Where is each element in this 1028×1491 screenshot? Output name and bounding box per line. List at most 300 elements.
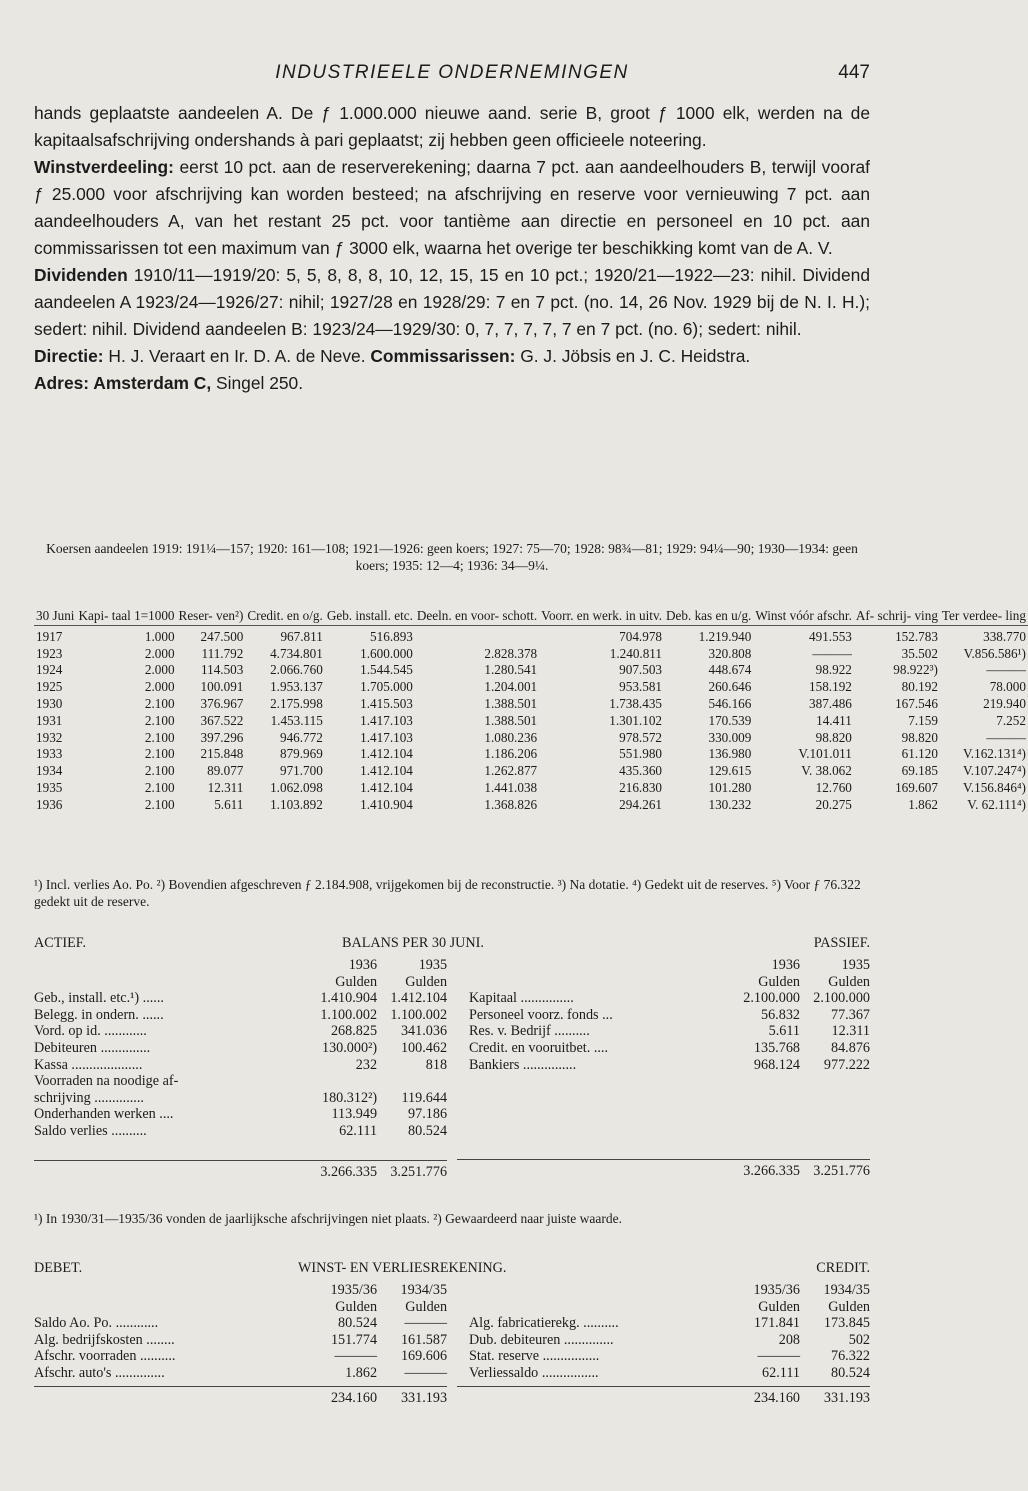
ledger-value: 1.410.904 bbox=[320, 990, 378, 1007]
text-directie: H. J. Veraart en Ir. D. A. de Neve. bbox=[103, 346, 371, 366]
passief-total-row bbox=[457, 1159, 870, 1180]
paragraph-directie bbox=[34, 343, 870, 370]
ledger-value: 2.100.000 bbox=[813, 990, 870, 1007]
col-unit-2: Gulden bbox=[828, 1298, 870, 1315]
ledger-value: 80.524 bbox=[408, 1122, 448, 1139]
table-cell: 1.600.000 bbox=[360, 645, 413, 661]
table-cell: 2.000 bbox=[144, 645, 175, 661]
ledger-label: Voorraden na noodige af- bbox=[34, 1073, 179, 1090]
table-cell: 1.412.104 bbox=[360, 746, 413, 762]
table-cell: 167.546 bbox=[895, 695, 938, 711]
table-header-cell: Kapi- taal 1=1000 bbox=[76, 608, 176, 625]
table-cell: 367.522 bbox=[200, 712, 244, 728]
label-directie: Directie: bbox=[34, 346, 104, 366]
actief-title: ACTIEF. bbox=[34, 935, 87, 951]
table-cell: 1931 bbox=[36, 712, 63, 728]
table-cell: V.101.011 bbox=[798, 746, 852, 762]
table-cell: 100.091 bbox=[200, 679, 244, 695]
col-year-1: 1936 bbox=[348, 957, 378, 973]
table-cell: 387.486 bbox=[809, 695, 852, 711]
table-cell: 1934 bbox=[36, 763, 63, 779]
balance-header bbox=[34, 935, 870, 957]
col-year-2: 1934/35 bbox=[823, 1282, 870, 1298]
table-cell: 170.539 bbox=[708, 712, 752, 728]
ledger-value: 2.100.000 bbox=[743, 990, 800, 1007]
debet-title: DEBET. bbox=[34, 1260, 83, 1276]
col-unit-2: Gulden bbox=[828, 973, 870, 990]
table-cell: 1925 bbox=[36, 679, 63, 695]
column-year-row bbox=[34, 1282, 447, 1299]
text-commissarissen: G. J. Jöbsis en J. C. Heidstra. bbox=[515, 346, 751, 366]
column-unit-row bbox=[457, 974, 870, 991]
table-cell: 320.808 bbox=[708, 645, 752, 661]
table-cell: 7.159 bbox=[908, 712, 938, 728]
table-cell: 1.953.137 bbox=[270, 679, 323, 695]
ledger-value: ——— bbox=[404, 1364, 448, 1381]
table-cell: 2.100 bbox=[144, 729, 175, 745]
table-cell: 247.500 bbox=[200, 628, 244, 644]
table-row bbox=[34, 797, 1028, 814]
label-dividenden: Dividenden bbox=[34, 265, 128, 285]
ledger-value: 100.462 bbox=[400, 1039, 448, 1056]
ledger-value: 77.367 bbox=[830, 1006, 870, 1023]
table-cell: 1.000 bbox=[144, 628, 175, 644]
table-cell: 158.192 bbox=[809, 679, 852, 695]
column-year-row bbox=[457, 1282, 870, 1299]
table-cell: 2.828.378 bbox=[484, 645, 538, 661]
ledger-label: Belegg. in ondern. ...... bbox=[34, 1006, 164, 1023]
table-row bbox=[34, 625, 1028, 645]
table-header-cell: Geb. install. etc. bbox=[325, 608, 415, 625]
ledger-value: ——— bbox=[404, 1315, 448, 1332]
company-description bbox=[34, 100, 870, 397]
table-cell: 219.940 bbox=[983, 695, 1026, 711]
ledger-value: 12.311 bbox=[831, 1023, 870, 1040]
credit-total-2: 331.193 bbox=[823, 1389, 870, 1406]
table-cell bbox=[415, 625, 539, 645]
ledger-row bbox=[34, 1365, 447, 1382]
table-cell: 376.967 bbox=[200, 695, 244, 711]
table-cell: 98.820 bbox=[901, 729, 938, 745]
ledger-row bbox=[34, 1106, 447, 1123]
table-cell: 1.453.115 bbox=[270, 712, 323, 728]
table-cell: ——— bbox=[812, 645, 852, 661]
table-row bbox=[34, 696, 1028, 713]
table-cell: 1932 bbox=[36, 729, 63, 745]
table-cell: 1.412.104 bbox=[360, 763, 413, 779]
table-cell: 2.100 bbox=[144, 712, 175, 728]
column-year-row bbox=[34, 957, 447, 974]
col-year-2: 1935 bbox=[841, 957, 870, 973]
passief-rows bbox=[457, 990, 870, 1073]
ledger-label: schrijving .............. bbox=[34, 1089, 144, 1106]
text-adres: Singel 250. bbox=[211, 373, 304, 393]
table-cell: 546.166 bbox=[708, 695, 752, 711]
table-cell: 1.103.892 bbox=[270, 796, 323, 812]
table-cell: 69.185 bbox=[901, 763, 938, 779]
table-cell: 551.980 bbox=[619, 746, 662, 762]
table-header-cell: Af- schrij- ving bbox=[854, 608, 940, 625]
ledger-row bbox=[34, 990, 447, 1007]
ledger-row bbox=[34, 1332, 447, 1349]
ledger-label: Personeel voorz. fonds ... bbox=[468, 1006, 613, 1023]
ledger-label: Verliessaldo ................ bbox=[468, 1364, 599, 1381]
label-commissarissen: Commissarissen: bbox=[370, 346, 516, 366]
ledger-value: 76.322 bbox=[830, 1348, 870, 1365]
ledger-row bbox=[34, 1090, 447, 1107]
ledger-value: 62.111 bbox=[339, 1122, 378, 1139]
ledger-value: 97.186 bbox=[408, 1106, 448, 1123]
table-cell: ——— bbox=[986, 729, 1026, 745]
table-cell: 98.922 bbox=[815, 662, 852, 678]
column-year-row bbox=[457, 957, 870, 974]
ledger-label: Alg. bedrijfskosten ........ bbox=[34, 1331, 175, 1348]
table-cell: 1.412.104 bbox=[360, 779, 413, 795]
ledger-label: Res. v. Bedrijf .......... bbox=[468, 1023, 590, 1040]
ledger-row bbox=[34, 1040, 447, 1057]
ledger-label: Dub. debiteuren .............. bbox=[468, 1331, 614, 1348]
table-row bbox=[34, 780, 1028, 797]
ledger-label: Vord. op id. ............ bbox=[34, 1023, 147, 1040]
ledger-row bbox=[34, 1123, 447, 1140]
table-cell: 1.388.501 bbox=[484, 712, 538, 728]
ledger-value bbox=[377, 1073, 447, 1090]
ledger-value: ——— bbox=[757, 1348, 800, 1365]
table-header-cell: Deb. kas en u/g. bbox=[664, 608, 753, 625]
debet-total-1: 234.160 bbox=[330, 1389, 378, 1406]
table-cell: 215.848 bbox=[200, 746, 244, 762]
ledger-label: Kapitaal ............... bbox=[468, 990, 574, 1007]
table-cell: 2.100 bbox=[144, 779, 175, 795]
table-cell: 2.100 bbox=[144, 796, 175, 812]
paragraph-winstverdeeling bbox=[34, 154, 870, 262]
table-cell: 1.738.435 bbox=[609, 695, 662, 711]
ledger-row bbox=[34, 1073, 447, 1090]
ledger-value: 5.611 bbox=[768, 1023, 800, 1040]
column-unit-row bbox=[34, 974, 447, 991]
table-cell: 2.066.760 bbox=[270, 662, 323, 678]
text-winstverdeeling: eerst 10 pct. aan de reserverekening; daarna 7 pct. aan aandeelhouders B, terwijl vooraf ƒ 25.000 voor afschrijving kan worden besteed; na afschrijving en reserve voor vernieuwing 7 pct. aan aandeelhouders A, van het restant 25 pct. voor tantième aan directie en personeel en 10 pct. aan commissarissen tot een maximum van ƒ 3000 elk, waarna het overige ter beschikking komt van de A. V. bbox=[34, 157, 870, 258]
table-cell: 5.611 bbox=[214, 796, 244, 812]
table-cell: 1.080.236 bbox=[484, 729, 538, 745]
table-cell: 1.262.877 bbox=[484, 763, 538, 779]
col-year-2: 1935 bbox=[418, 957, 448, 973]
table-header-cell: Deeln. en voor- schott. bbox=[415, 608, 539, 625]
table-cell: 704.978 bbox=[619, 628, 662, 644]
credit-side bbox=[457, 1282, 870, 1406]
table-cell: 2.100 bbox=[144, 746, 175, 762]
ledger-label: Stat. reserve ................ bbox=[468, 1348, 600, 1365]
ledger-label: Debiteuren .............. bbox=[34, 1039, 151, 1056]
col-year-1: 1935/36 bbox=[753, 1282, 800, 1298]
table-cell: 907.503 bbox=[619, 662, 662, 678]
ledger-value: 169.606 bbox=[400, 1348, 448, 1365]
share-prices: Koersen aandeelen 1919: 191¼—157; 1920: 161—108; 1921—1926: geen koers; 1927: 75—70; 1928: 98¾—81; 1929: 94¼—90; 1930—1934: geen koers; 1935: 12—4; 1936: 34—9¼. bbox=[46, 541, 858, 573]
table-row bbox=[34, 746, 1028, 763]
ledger-row bbox=[457, 1007, 870, 1024]
text-dividenden: 1910/11—1919/20: 5, 5, 8, 8, 8, 10, 12, 15, 15 en 10 pct.; 1920/21—1922—23: nihil. Dividend aandeelen A 1923/24—1926/27: nihil; 1927/28 en 1928/29: 7 en 7 pct. (no. 14, 26 Nov. 1929 bij de N. I. H.); sedert: nihil. Dividend aandeelen B: 1923/24—1929/30: 0, 7, 7, 7, 7, 7 en 7 pct. (no. 6); sedert: nihil. bbox=[34, 265, 870, 339]
running-header bbox=[34, 62, 870, 88]
ledger-label: Credit. en vooruitbet. .... bbox=[468, 1039, 609, 1056]
ledger-value: 113.949 bbox=[331, 1106, 378, 1123]
table-cell: V.856.586¹) bbox=[963, 645, 1026, 661]
balance-title: BALANS PER 30 JUNI. bbox=[342, 935, 484, 951]
column-unit-row bbox=[34, 1299, 447, 1316]
table-cell: V.107.247⁴) bbox=[962, 763, 1026, 779]
table-header-cell: Ter verdee- ling bbox=[940, 608, 1028, 625]
ledger-row bbox=[34, 1023, 447, 1040]
footnotes-table: ¹) Incl. verlies Ao. Po. ²) Bovendien afgeschreven ƒ 2.184.908, vrijgekomen bij de reconstructie. ³) Na dotatie. ⁴) Gedekt uit de reserves. ⁵) Voor ƒ 76.322 gedekt uit de reserve. bbox=[34, 877, 861, 909]
credit-title: CREDIT. bbox=[816, 1260, 870, 1276]
financial-table bbox=[34, 608, 1028, 814]
table-cell: 330.009 bbox=[708, 729, 752, 745]
table-cell: 448.674 bbox=[708, 662, 752, 678]
col-unit-1: Gulden bbox=[758, 973, 800, 990]
ledger-label: Onderhanden werken .... bbox=[34, 1106, 174, 1123]
table-cell: 152.783 bbox=[895, 628, 938, 644]
ledger-value: 502 bbox=[848, 1331, 870, 1348]
table-cell: 1.417.103 bbox=[360, 712, 413, 728]
credit-total-1: 234.160 bbox=[753, 1389, 800, 1406]
table-cell: ——— bbox=[986, 662, 1026, 678]
table-cell: 1.388.501 bbox=[484, 695, 538, 711]
ledger-value: 1.862 bbox=[345, 1364, 378, 1381]
table-cell: 1.240.811 bbox=[609, 645, 662, 661]
table-cell: 20.275 bbox=[815, 796, 852, 812]
table-cell: 35.502 bbox=[901, 645, 938, 661]
table-cell: 397.296 bbox=[200, 729, 244, 745]
col-year-2: 1934/35 bbox=[400, 1282, 448, 1298]
table-cell: 61.120 bbox=[901, 746, 938, 762]
ledger-label: Afschr. voorraden .......... bbox=[34, 1348, 176, 1365]
actief-rows bbox=[34, 990, 447, 1139]
table-cell: V. 62.111⁴) bbox=[967, 796, 1026, 812]
table-cell: 294.261 bbox=[619, 796, 662, 812]
table-row bbox=[34, 679, 1028, 696]
table-header-cell: Credit. en o/g. bbox=[245, 608, 324, 625]
ledger-value bbox=[297, 1073, 377, 1090]
table-cell: 12.760 bbox=[815, 779, 852, 795]
table-cell: 978.572 bbox=[619, 729, 662, 745]
ledger-row bbox=[34, 1348, 447, 1365]
table-cell: 1930 bbox=[36, 695, 63, 711]
ledger-row bbox=[457, 1023, 870, 1040]
table-cell: 1923 bbox=[36, 645, 63, 661]
ledger-value: ——— bbox=[334, 1348, 378, 1365]
ledger-value: 268.825 bbox=[330, 1023, 378, 1040]
table-cell: 7.252 bbox=[996, 712, 1026, 728]
table-cell: 1.219.940 bbox=[698, 628, 752, 644]
section-title: INDUSTRIEELE ONDERNEMINGEN bbox=[275, 62, 629, 83]
ledger-value: 208 bbox=[778, 1331, 800, 1348]
paragraph-dividenden bbox=[34, 262, 870, 343]
table-header-cell: Voorr. en werk. in uitv. bbox=[539, 608, 664, 625]
table-cell: 1917 bbox=[36, 628, 63, 644]
table-cell: 111.792 bbox=[201, 645, 244, 661]
table-cell: 971.700 bbox=[279, 763, 323, 779]
ledger-value: 80.524 bbox=[338, 1315, 378, 1332]
col-unit-1: Gulden bbox=[758, 1298, 800, 1315]
table-row bbox=[34, 713, 1028, 730]
ledger-row bbox=[457, 1315, 870, 1332]
passief-total-2: 3.251.776 bbox=[813, 1163, 870, 1180]
balance-sheet bbox=[34, 935, 870, 1180]
table-cell: 12.311 bbox=[207, 779, 244, 795]
table-cell: 338.770 bbox=[983, 628, 1026, 644]
col-unit-1: Gulden bbox=[335, 973, 378, 990]
ledger-value: 180.312²) bbox=[321, 1089, 378, 1106]
table-cell: 879.969 bbox=[279, 746, 323, 762]
debet-total-row bbox=[34, 1386, 447, 1407]
table-cell: 1935 bbox=[36, 779, 63, 795]
ledger-value: 1.412.104 bbox=[390, 990, 448, 1007]
ledger-row bbox=[457, 1365, 870, 1382]
col-unit-1: Gulden bbox=[335, 1298, 378, 1315]
table-row bbox=[34, 662, 1028, 679]
table-cell: 1933 bbox=[36, 746, 63, 762]
table-cell: 114.503 bbox=[201, 662, 244, 678]
table-cell: 98.922³) bbox=[893, 662, 938, 678]
table-cell: 1.544.545 bbox=[360, 662, 413, 678]
pl-header bbox=[34, 1260, 870, 1282]
table-cell: 101.280 bbox=[708, 779, 752, 795]
table-cell: 2.100 bbox=[144, 695, 175, 711]
ledger-value: 171.841 bbox=[753, 1315, 800, 1332]
label-adres: Adres: Amsterdam C, bbox=[34, 373, 212, 393]
table-cell: 1.301.102 bbox=[609, 712, 662, 728]
paragraph-adres bbox=[34, 370, 870, 397]
passief-title: PASSIEF. bbox=[813, 935, 870, 951]
passief-side bbox=[457, 957, 870, 1180]
column-unit-row bbox=[457, 1299, 870, 1316]
table-cell: V.156.846⁴) bbox=[962, 779, 1026, 795]
ledger-row bbox=[457, 1040, 870, 1057]
table-cell: 260.646 bbox=[708, 679, 752, 695]
actief-total-1: 3.266.335 bbox=[320, 1163, 378, 1180]
ledger-value: 119.644 bbox=[401, 1089, 448, 1106]
table-cell: 1.417.103 bbox=[360, 729, 413, 745]
debet-side bbox=[34, 1282, 447, 1406]
col-unit-2: Gulden bbox=[405, 1298, 448, 1315]
ledger-row bbox=[34, 1007, 447, 1024]
table-cell: 4.734.801 bbox=[270, 645, 323, 661]
table-cell: V. 38.062 bbox=[801, 763, 852, 779]
table-cell: 136.980 bbox=[708, 746, 752, 762]
ledger-row bbox=[34, 1057, 447, 1074]
debet-rows bbox=[34, 1315, 447, 1381]
ledger-value: 161.587 bbox=[400, 1331, 448, 1348]
ledger-value: 977.222 bbox=[823, 1056, 870, 1073]
table-cell: 1.410.904 bbox=[360, 796, 413, 812]
ledger-row bbox=[457, 1348, 870, 1365]
label-winstverdeeling: Winstverdeeling: bbox=[34, 157, 174, 177]
table-header-row bbox=[34, 608, 1028, 625]
ledger-value: 84.876 bbox=[830, 1039, 870, 1056]
table-cell: 216.830 bbox=[619, 779, 662, 795]
ledger-value: 173.845 bbox=[823, 1315, 870, 1332]
actief-side bbox=[34, 957, 447, 1180]
page-number: 447 bbox=[838, 62, 870, 83]
table-cell: 2.000 bbox=[144, 662, 175, 678]
table-cell: 1924 bbox=[36, 662, 63, 678]
actief-total-row bbox=[34, 1160, 447, 1181]
profit-loss-account bbox=[34, 1260, 870, 1406]
table-row bbox=[34, 646, 1028, 663]
table-cell: 1936 bbox=[36, 796, 63, 812]
table-cell: 1.280.541 bbox=[484, 662, 538, 678]
ledger-value: 341.036 bbox=[400, 1023, 448, 1040]
footnotes-balance: ¹) In 1930/31—1935/36 vonden de jaarlijksche afschrijvingen niet plaats. ²) Gewaardeerd naar juiste waarde. bbox=[34, 1211, 623, 1226]
table-cell: 1.862 bbox=[908, 796, 938, 812]
col-year-1: 1936 bbox=[771, 957, 800, 973]
table-cell: 1.441.038 bbox=[484, 779, 538, 795]
debet-total-2: 331.193 bbox=[400, 1389, 448, 1406]
pl-title: WINST- EN VERLIESREKENING. bbox=[298, 1260, 507, 1276]
table-cell: 1.705.000 bbox=[360, 679, 413, 695]
table-cell: 2.100 bbox=[144, 763, 175, 779]
ledger-value: 56.832 bbox=[760, 1006, 800, 1023]
ledger-value: 135.768 bbox=[753, 1039, 800, 1056]
table-cell: 1.062.098 bbox=[270, 779, 323, 795]
table-header-cell: Reser- ven²) bbox=[177, 608, 246, 625]
credit-rows bbox=[457, 1315, 870, 1381]
table-row bbox=[34, 730, 1028, 747]
ledger-label: Geb., install. etc.¹) ...... bbox=[34, 990, 164, 1007]
table-cell: 1.204.001 bbox=[484, 679, 538, 695]
ledger-value: 62.111 bbox=[762, 1364, 800, 1381]
table-cell: 2.000 bbox=[144, 679, 175, 695]
ledger-label: Alg. fabricatierekg. .......... bbox=[468, 1315, 619, 1332]
table-cell: 1.186.206 bbox=[484, 746, 538, 762]
table-cell: 130.232 bbox=[708, 796, 752, 812]
ledger-row bbox=[457, 1057, 870, 1074]
col-year-1: 1935/36 bbox=[330, 1282, 378, 1298]
table-cell: 98.820 bbox=[815, 729, 852, 745]
ledger-value: 968.124 bbox=[753, 1056, 800, 1073]
actief-total-2: 3.251.776 bbox=[390, 1163, 448, 1180]
table-cell: 946.772 bbox=[279, 729, 323, 745]
ledger-row bbox=[457, 1332, 870, 1349]
table-cell: 129.615 bbox=[708, 763, 752, 779]
table-header-cell: 30 Juni bbox=[34, 608, 76, 625]
passief-total-1: 3.266.335 bbox=[743, 1163, 800, 1180]
table-cell: 169.607 bbox=[895, 779, 938, 795]
ledger-label: Bankiers ............... bbox=[468, 1056, 577, 1073]
ledger-value: 818 bbox=[425, 1056, 448, 1073]
table-body bbox=[34, 625, 1028, 813]
table-row bbox=[34, 763, 1028, 780]
table-cell: 14.411 bbox=[816, 712, 852, 728]
ledger-value: 1.100.002 bbox=[320, 1006, 378, 1023]
table-cell: V.162.131⁴) bbox=[962, 746, 1026, 762]
ledger-label: Afschr. auto's .............. bbox=[34, 1364, 165, 1381]
table-cell: 80.192 bbox=[901, 679, 938, 695]
ledger-value: 151.774 bbox=[330, 1331, 378, 1348]
table-cell: 1.415.503 bbox=[360, 695, 413, 711]
table-cell: 2.175.998 bbox=[270, 695, 323, 711]
col-unit-2: Gulden bbox=[405, 973, 448, 990]
table-cell: 516.893 bbox=[370, 628, 413, 644]
ledger-value: 1.100.002 bbox=[390, 1006, 448, 1023]
ledger-value: 80.524 bbox=[830, 1364, 870, 1381]
ledger-label: Kassa .................... bbox=[34, 1056, 143, 1073]
paragraph-shares: hands geplaatste aandeelen A. De ƒ 1.000.000 nieuwe aand. serie B, groot ƒ 1000 elk, werden na de kapitaalsafschrijving ondershands à pari geplaatst; zij hebben geen officieele noteering. bbox=[34, 103, 870, 150]
ledger-row bbox=[34, 1315, 447, 1332]
ledger-label: Saldo verlies .......... bbox=[34, 1122, 147, 1139]
table-header-cell: Winst vóór afschr. bbox=[753, 608, 854, 625]
table-cell: 1.368.826 bbox=[484, 796, 538, 812]
table-cell: 435.360 bbox=[619, 763, 662, 779]
